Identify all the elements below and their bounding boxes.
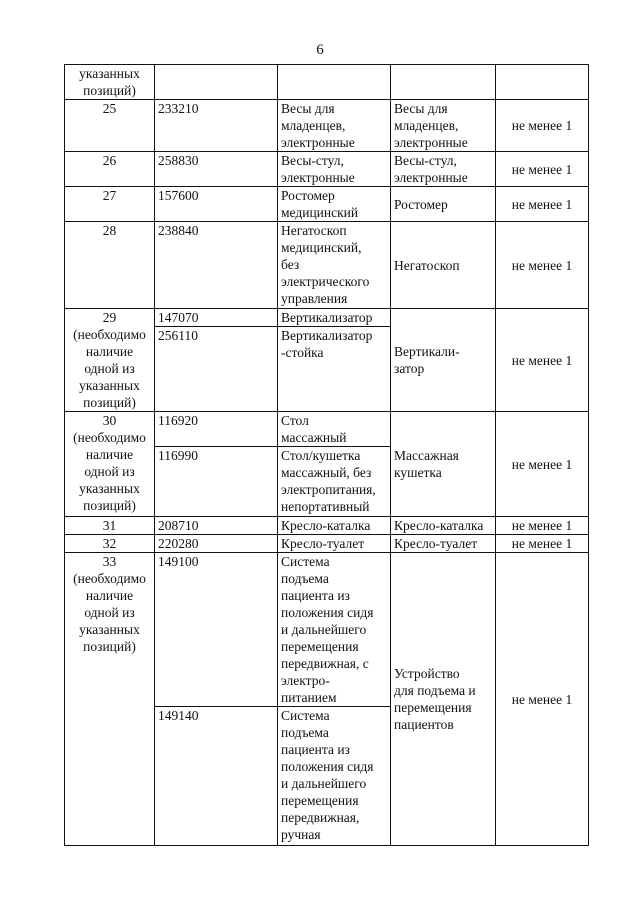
row-number-cell: указанных позиций) [65, 65, 155, 100]
quantity-cell: не менее 1 [496, 309, 589, 412]
name-cell: Негатоскоп медицинский, без электрического управления [278, 222, 391, 309]
type-cell: Весы-стул, электронные [391, 152, 496, 187]
type-cell: Весы для младенцев, электронные [391, 100, 496, 152]
table-row [65, 412, 589, 447]
type-cell: Устройство для подъема и перемещения пациентов [391, 553, 496, 846]
type-cell: Вертикали- затор [391, 309, 496, 412]
name-cell: Система подъема пациента из положения сидя и дальнейшего перемещения передвижная, ручная [278, 707, 391, 846]
table-row [65, 100, 589, 152]
name-cell: Стол/кушетка массажный, без электропитания, непортативный [278, 447, 391, 517]
quantity-cell: не менее 1 [496, 100, 589, 152]
quantity-cell: не менее 1 [496, 412, 589, 517]
name-cell: Весы для младенцев, электронные [278, 100, 391, 152]
quantity-cell: не менее 1 [496, 152, 589, 187]
name-cell: Стол массажный [278, 412, 391, 447]
name-cell: Вертикализатор [278, 309, 391, 327]
row-number-cell: 33 (необходимо наличие одной из указанных позиций) [65, 553, 155, 846]
name-cell: Кресло-туалет [278, 535, 391, 553]
row-number-cell: 31 [65, 517, 155, 535]
row-number-cell: 32 [65, 535, 155, 553]
row-number-cell: 27 [65, 187, 155, 222]
type-cell: Кресло-туалет [391, 535, 496, 553]
name-cell: Весы-стул, электронные [278, 152, 391, 187]
code-cell: 233210 [155, 100, 278, 152]
table-row [65, 553, 589, 707]
code-cell: 256110 [155, 327, 278, 412]
quantity-cell: не менее 1 [496, 553, 589, 846]
table-row [65, 187, 589, 222]
quantity-cell: не менее 1 [496, 222, 589, 309]
name-cell [278, 65, 391, 100]
name-cell: Система подъема пациента из положения сидя и дальнейшего перемещения передвижная, с электро- питанием [278, 553, 391, 707]
code-cell [155, 65, 278, 100]
code-cell: 238840 [155, 222, 278, 309]
type-cell: Ростомер [391, 187, 496, 222]
code-cell: 258830 [155, 152, 278, 187]
table-row [65, 517, 589, 535]
code-cell: 149140 [155, 707, 278, 846]
name-cell: Вертикализатор -стойка [278, 327, 391, 412]
equipment-table [64, 64, 589, 846]
page-number: 6 [316, 42, 324, 58]
code-cell: 116920 [155, 412, 278, 447]
name-cell: Ростомер медицинский [278, 187, 391, 222]
code-cell: 147070 [155, 309, 278, 327]
code-cell: 220280 [155, 535, 278, 553]
row-number-cell: 26 [65, 152, 155, 187]
quantity-cell: не менее 1 [496, 517, 589, 535]
code-cell: 208710 [155, 517, 278, 535]
quantity-cell: не менее 1 [496, 187, 589, 222]
type-cell: Массажная кушетка [391, 412, 496, 517]
quantity-cell: не менее 1 [496, 535, 589, 553]
table-row [65, 222, 589, 309]
row-number-cell: 28 [65, 222, 155, 309]
code-cell: 157600 [155, 187, 278, 222]
type-cell [391, 65, 496, 100]
table-row [65, 65, 589, 100]
row-number-cell: 29 (необходимо наличие одной из указанных позиций) [65, 309, 155, 412]
name-cell: Кресло-каталка [278, 517, 391, 535]
table-row [65, 152, 589, 187]
row-number-cell: 30 (необходимо наличие одной из указанных позиций) [65, 412, 155, 517]
code-cell: 149100 [155, 553, 278, 707]
type-cell: Кресло-каталка [391, 517, 496, 535]
type-cell: Негатоскоп [391, 222, 496, 309]
row-number-cell: 25 [65, 100, 155, 152]
code-cell: 116990 [155, 447, 278, 517]
table-row [65, 535, 589, 553]
table-row [65, 309, 589, 327]
quantity-cell [496, 65, 589, 100]
